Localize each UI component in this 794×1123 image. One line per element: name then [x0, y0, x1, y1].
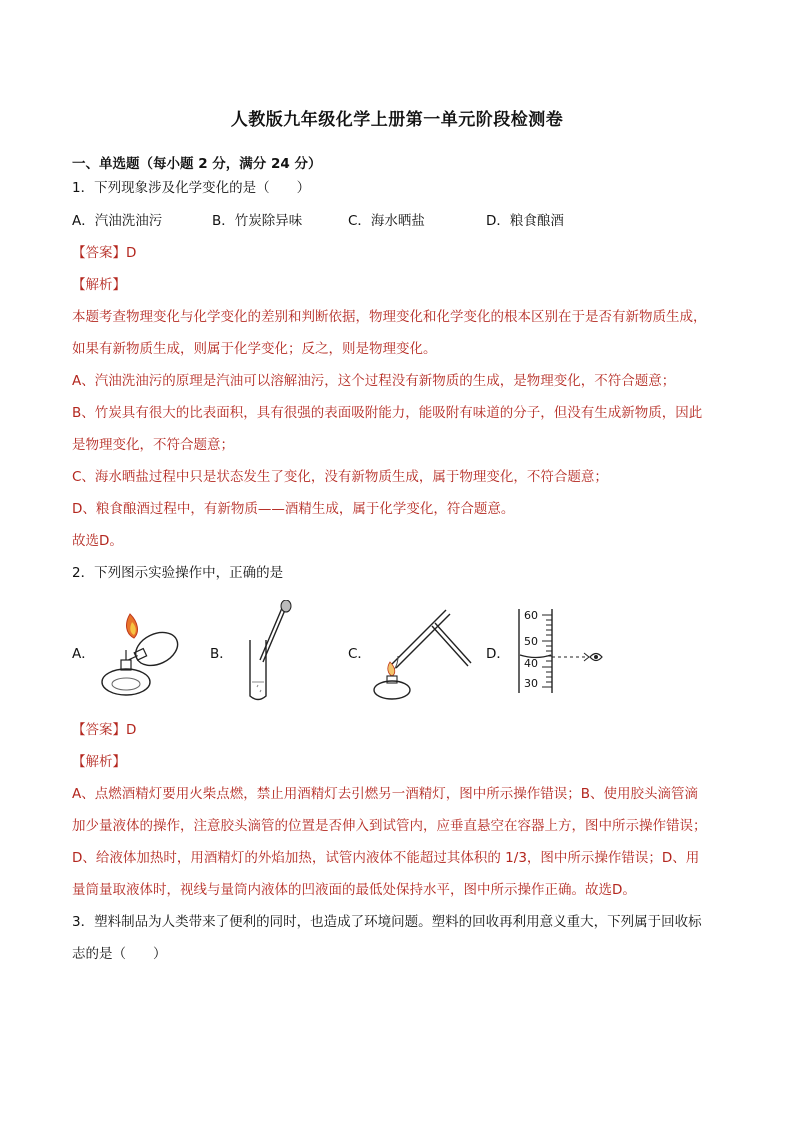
question-1-analysis-line: B、竹炭具有很大的比表面积，具有很强的表面吸附能力，能吸附有味道的分子，但没有生成新物质，因此: [72, 405, 703, 421]
cylinder-tick-label: 40: [524, 657, 538, 670]
question-2-analysis-line: 加少量液体的操作，注意胶头滴管的位置是否伸入到试管内，应垂直悬空在容器上方，图中所示操作错误；: [72, 818, 707, 834]
section-heading: 一、单选题（每小题 2 分，满分 24 分）: [72, 156, 322, 172]
question-2-analysis-line: A、点燃酒精灯要用火柴点燃，禁止用酒精灯去引燃另一酒精灯，图中所示操作错误；B、使用胶头滴管滴: [72, 786, 698, 802]
question-1-analysis-line: 是物理变化，不符合题意；: [72, 437, 234, 453]
alcohol-lamp-lighting-figure: [96, 604, 186, 700]
question-2-analysis-line: D、给液体加热时，用酒精灯的外焰加热，试管内液体不能超过其体积的 1/3，图中所示操作错误；D、用: [72, 850, 700, 866]
question-1-analysis-line: 故选D。: [72, 533, 123, 549]
question-1-analysis-line: C、海水晒盐过程中只是状态发生了变化，没有新物质生成，属于物理变化，不符合题意；: [72, 469, 608, 485]
cylinder-tick-label: 60: [524, 609, 538, 622]
question-1-analysis-line: 本题考查物理变化与化学变化的差别和判断依据，物理变化和化学变化的根本区别在于是否有新物质生成，: [72, 309, 707, 325]
question-1-option-c: C．海水晒盐: [348, 213, 425, 229]
question-1-option-a: A．汽油洗油污: [72, 213, 163, 229]
question-1-option-d: D．粮食酿酒: [486, 213, 564, 229]
question-1-analysis-label: 【解析】: [72, 277, 126, 293]
figure-label-b: B．: [210, 646, 233, 662]
question-2-answer: 【答案】D: [72, 722, 137, 738]
figure-label-a: A．: [72, 646, 95, 662]
question-1-option-b: B．竹炭除异味: [212, 213, 303, 229]
document-title: 人教版九年级化学上册第一单元阶段检测卷: [230, 110, 564, 130]
dropper-test-tube-figure: [238, 600, 298, 704]
question-2-analysis-label: 【解析】: [72, 754, 126, 770]
heating-test-tube-figure: [372, 604, 476, 702]
question-3-stem: 志的是（ ）: [72, 946, 167, 962]
question-2-stem: 2．下列图示实验操作中，正确的是: [72, 565, 284, 581]
cylinder-tick-label: 50: [524, 635, 538, 648]
question-1-answer: 【答案】D: [72, 245, 137, 261]
question-3-stem: 3．塑料制品为人类带来了便利的同时，也造成了环境问题。塑料的回收再利用意义重大，下列属于回收标: [72, 914, 702, 930]
question-2-analysis-line: 量筒量取液体时，视线与量筒内液体的凹液面的最低处保持水平，图中所示操作正确。故选D。: [72, 882, 636, 898]
figure-label-c: C．: [348, 646, 371, 662]
figure-label-d: D．: [486, 646, 510, 662]
question-1-analysis-line: D、粮食酿酒过程中，有新物质——酒精生成，属于化学变化，符合题意。: [72, 501, 515, 517]
question-1-analysis-line: 如果有新物质生成，则属于化学变化；反之，则是物理变化。: [72, 341, 437, 357]
graduated-cylinder-reading-figure: [512, 605, 612, 697]
cylinder-tick-label: 30: [524, 677, 538, 690]
question-1-analysis-line: A、汽油洗油污的原理是汽油可以溶解油污，这个过程没有新物质的生成，是物理变化，不符合题意；: [72, 373, 676, 389]
question-1-stem: 1．下列现象涉及化学变化的是（ ）: [72, 180, 311, 196]
